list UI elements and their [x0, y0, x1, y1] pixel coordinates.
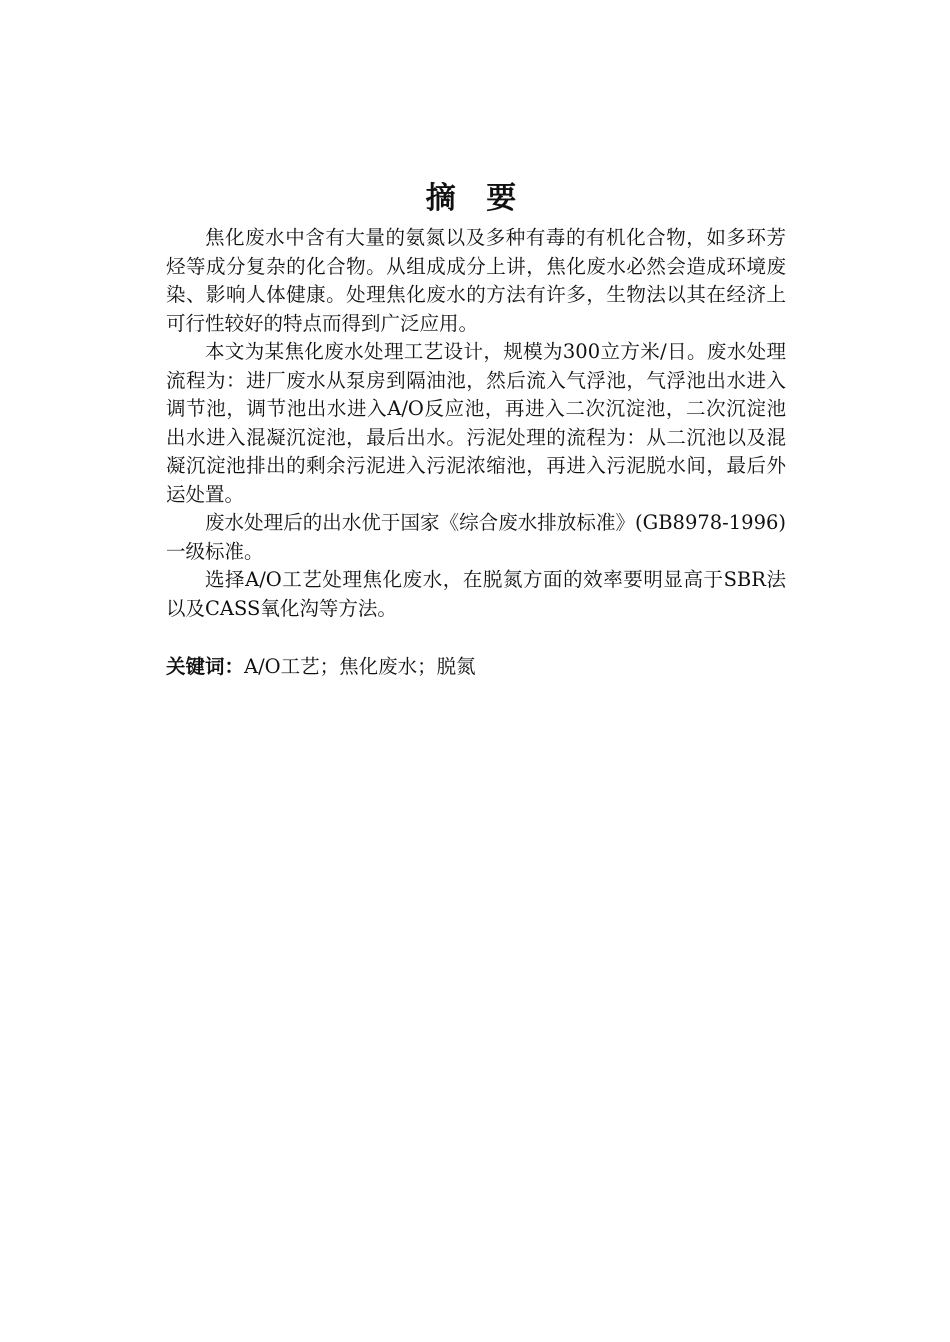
abstract-paragraph-3: 废水处理后的出水优于国家《综合废水排放标准》(GB8978-1996)一级标准。 — [166, 511, 786, 563]
abstract-section — [166, 176, 786, 682]
abstract-title: 摘 要 — [425, 181, 527, 216]
keywords-text: A/O工艺；焦化废水；脱氮 — [244, 655, 476, 678]
keywords-label: 关键词： — [166, 655, 245, 678]
abstract-paragraph-4: 选择A/O工艺处理焦化废水，在脱氮方面的效率要明显高于SBR法以及CASS氧化沟等方法。 — [166, 568, 786, 620]
keywords-line — [166, 653, 786, 682]
abstract-paragraph-2: 本文为某焦化废水处理工艺设计，规模为300立方米/日。废水处理流程为：进厂废水从泵房到隔油池，然后流入气浮池，气浮池出水进入调节池，调节池出水进入A/O反应池，再进入二次沉淀池，二次沉淀池出水进入混凝沉淀池，最后出水。污泥处理的流程为：从二沉池以及混凝沉淀池排出的剩余污泥进入污泥浓缩池，再进入污泥脱水间，最后外运处置。 — [166, 340, 786, 506]
abstract-paragraph-1: 焦化废水中含有大量的氨氮以及多种有毒的有机化合物，如多环芳烃等成分复杂的化合物。从组成成分上讲，焦化废水必然会造成环境废染、影响人体健康。处理焦化废水的方法有许多，生物法以其在经济上可行性较好的特点而得到广泛应用。 — [166, 226, 786, 335]
